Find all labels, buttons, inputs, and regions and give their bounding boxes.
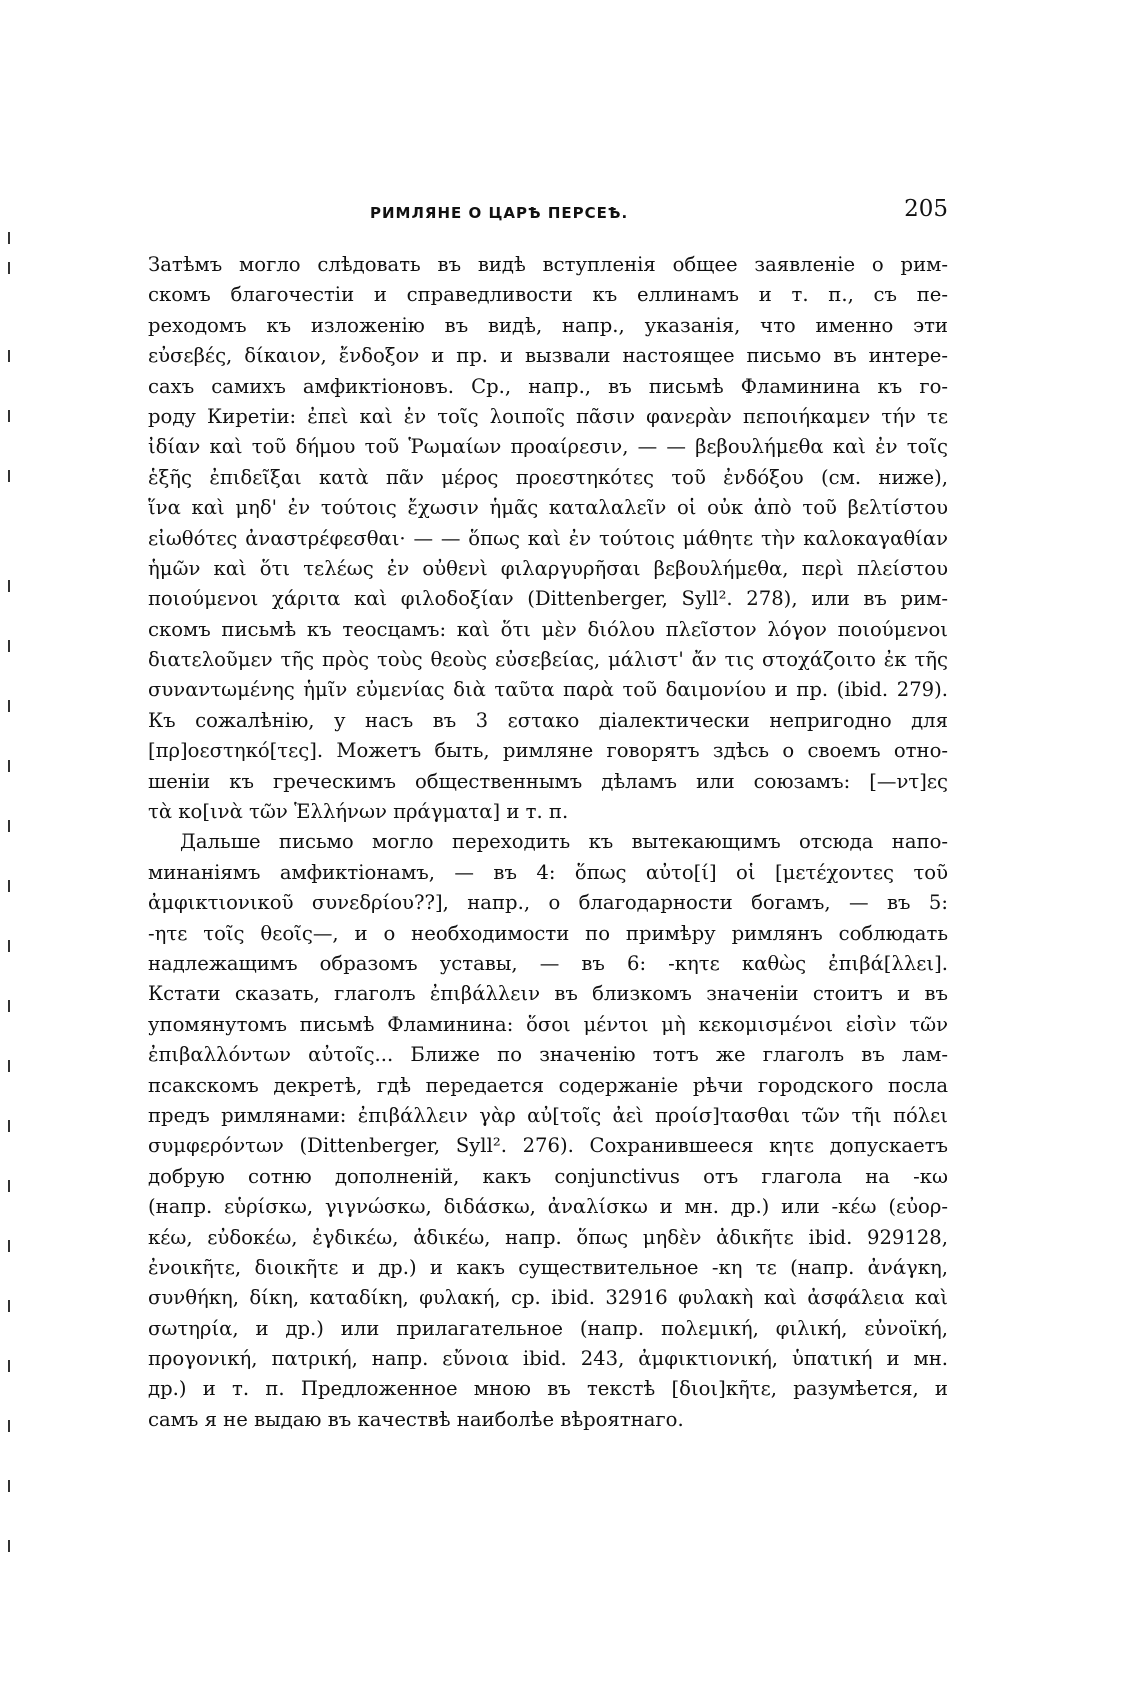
text-line: προγονική, πατρική, напр. εὔνοια ibid. 243, ἀμφικτιονική, ὑπατική и мн. [148, 1347, 948, 1371]
text-line: ἐπιβαλλόντων αὐτοῖς... Ближе по значенію тотъ же глаголъ въ лам- [148, 1043, 948, 1067]
text-line: Къ сожалѣнію, у насъ въ 3 εστακο діалектически непригодно для [148, 708, 948, 732]
text-line: [πρ]οεστηκό[τες]. Можетъ быть, римляне говорятъ здѣсь о своемъ отно- [148, 739, 948, 763]
text-line: σωτηρία, и др.) или прилагательное (напр. πολεμική, φιλική, εὐνοϊκή, [148, 1316, 948, 1340]
text-line: др.) и т. п. Предложенное мною въ текстѣ [διοι]κῆτε, разумѣется, и [148, 1377, 948, 1401]
text-line: Кстати сказать, глаголъ ἐπιβάλλειν въ близкомъ значеніи стоитъ и въ [148, 982, 948, 1006]
running-title: РИМЛЯНЕ О ЦАРѢ ПЕРСЕѢ. [370, 204, 629, 222]
margin-marks [0, 0, 30, 1693]
text-line: (напр. εὑρίσκω, γιγνώσκω, διδάσκω, ἀναλίσκω и мн. др.) или -κέω (εὐορ- [148, 1195, 948, 1219]
margin-mark [8, 580, 10, 592]
margin-mark [8, 1420, 10, 1432]
text-line: самъ я не выдаю въ качествѣ наиболѣе вѣроятнаго. [148, 1407, 684, 1431]
margin-mark [8, 262, 10, 274]
text-line: упомянутомъ письмѣ Фламинина: ὅσοι μέντοι μὴ κεκομισμένοι εἰσὶν τῶν [148, 1012, 948, 1036]
text-line: ἀμφικτιονικοῦ συνεδρίου??], напр., о благодарности богамъ, — въ 5: [148, 891, 948, 915]
text-line: τὰ κο[ινὰ τῶν Ἑλλήνων πράγματα] и т. п. [148, 800, 569, 824]
body-text [148, 250, 948, 1435]
page-number: 205 [904, 196, 948, 222]
text-line: роду Киретіи: ἐπεὶ καὶ ἐν τοῖς λοιποῖς πᾶσιν φανερὰν πεποιήκαμεν τήν τε [148, 404, 948, 428]
margin-mark [8, 410, 10, 422]
text-line: κέω, εὐδοκέω, ἐγδικέω, ἀδικέω, напр. ὅπως μηδὲν ἀδικῆτε ibid. 929128, [148, 1225, 948, 1249]
margin-mark [8, 232, 10, 244]
margin-mark [8, 1300, 10, 1312]
margin-mark [8, 940, 10, 952]
text-line: συνθήκη, δίκη, καταδίκη, φυλακή, ср. ibid. 32916 φυλακὴ καὶ ἀσφάλεια καὶ [148, 1286, 948, 1310]
text-line: συμφερόντων (Dittenberger, Syll². 276). Сохранившееся κητε допускаетъ [148, 1134, 948, 1158]
margin-mark [8, 1360, 10, 1372]
text-line: Затѣмъ могло слѣдовать въ видѣ вступленія общее заявленіе о рим- [148, 253, 948, 276]
text-line: ἵνα καὶ μηδ' ἐν τούτοις ἔχωσιν ἡμᾶς καταλαλεῖν οἱ οὐκ ἀπὸ τοῦ βελτίστου [148, 496, 948, 520]
text-line: -ητε τοῖς θεοῖς—, и о необходимости по примѣру римлянъ соблюдать [148, 921, 948, 945]
margin-mark [8, 470, 10, 482]
text-line: псакскомъ декретѣ, гдѣ передается содержаніе рѣчи городского посла [148, 1073, 948, 1097]
margin-mark [8, 760, 10, 772]
margin-mark [8, 1540, 10, 1552]
text-line: εὐσεβές, δίκαιον, ἔνδοξον и пр. и вызвали настоящее письмо въ интере- [148, 344, 948, 368]
margin-mark [8, 1000, 10, 1012]
text-line: ἡμῶν καὶ ὅτι τελέως ἐν οὐθενὶ φιλαργυρῆσαι βεβουλήμεθα, περὶ πλείστου [148, 556, 948, 580]
margin-mark [8, 1240, 10, 1252]
text-line: ἐνοικῆτε, διοικῆτε и др.) и какъ существительное -κη τε (напр. ἀνάγκη, [148, 1255, 948, 1279]
margin-mark [8, 350, 10, 362]
text-line: скомъ благочестіи и справедливости къ еллинамъ и т. п., съ пе- [148, 283, 948, 307]
text-line: добрую сотню дополненій, какъ conjunctivus отъ глагола на -κω [148, 1164, 948, 1188]
text-line: εἰωθότες ἀναστρέφεσθαι· — — ὅπως καὶ ἐν τούτοις μάθητε τὴν καλοκαγαθίαν [148, 526, 948, 550]
margin-mark [8, 640, 10, 652]
text-line: реходомъ къ изложенію въ видѣ, напр., указанія, что именно эти [148, 313, 948, 337]
margin-mark [8, 820, 10, 832]
margin-mark [8, 880, 10, 892]
text-line: Дальше письмо могло переходить къ вытекающимъ отсюда напо- [180, 830, 948, 854]
text-line: συναντωμένης ἡμῖν εὐμενίας διὰ ταῦτα παρὰ τοῦ δαιμονίου и пр. (ibid. 279). [148, 678, 948, 702]
text-line: ποιούμενοι χάριτα καὶ φιλοδοξίαν (Dittenberger, Syll². 278), или въ рим- [148, 587, 948, 611]
text-line: ἰδίαν καὶ τοῦ δήμου τοῦ Ῥωμαίων προαίρεσιν, — — βεβουλήμεθα καὶ ἐν τοῖς [148, 435, 948, 459]
text-line: διατελοῦμεν τῆς πρὸς τοὺς θεοὺς εὐσεβείας, μάλιστ' ἄν τις στοχάζοιτο ἐκ τῆς [148, 648, 948, 672]
text-line: ἑξῆς ἐπιδεῖξαι κατὰ πᾶν μέρος προεστηκότες τοῦ ἐνδόξου (см. ниже), [148, 465, 948, 489]
margin-mark [8, 1120, 10, 1132]
text-line: скомъ письмѣ къ теосцамъ: καὶ ὅτι μὲν διόλου πλεῖστον λόγον ποιούμενοι [148, 617, 948, 641]
text-line: минаніямъ амфиктіонамъ, — въ 4: ὅπως αὐτο[ί] οἱ [μετέχοντες τοῦ [148, 860, 948, 884]
margin-mark [8, 1060, 10, 1072]
text-line: шеніи къ греческимъ общественнымъ дѣламъ или союзамъ: [—ντ]ες [148, 769, 948, 793]
text-line: предъ римлянами: ἐπιβάλλειν γὰρ αὐ[τοῖς ἀεὶ προίσ]τασθαι τῶν τῆι πόλει [148, 1103, 948, 1127]
margin-mark [8, 1480, 10, 1492]
page-header [148, 190, 948, 230]
margin-mark [8, 1180, 10, 1192]
text-line: надлежащимъ образомъ уставы, — въ 6: -κητε καθὼς ἐπιβά[λλει]. [148, 951, 948, 975]
text-line: сахъ самихъ амфиктіоновъ. Ср., напр., въ письмѣ Фламинина къ го- [148, 374, 948, 398]
margin-mark [8, 700, 10, 712]
